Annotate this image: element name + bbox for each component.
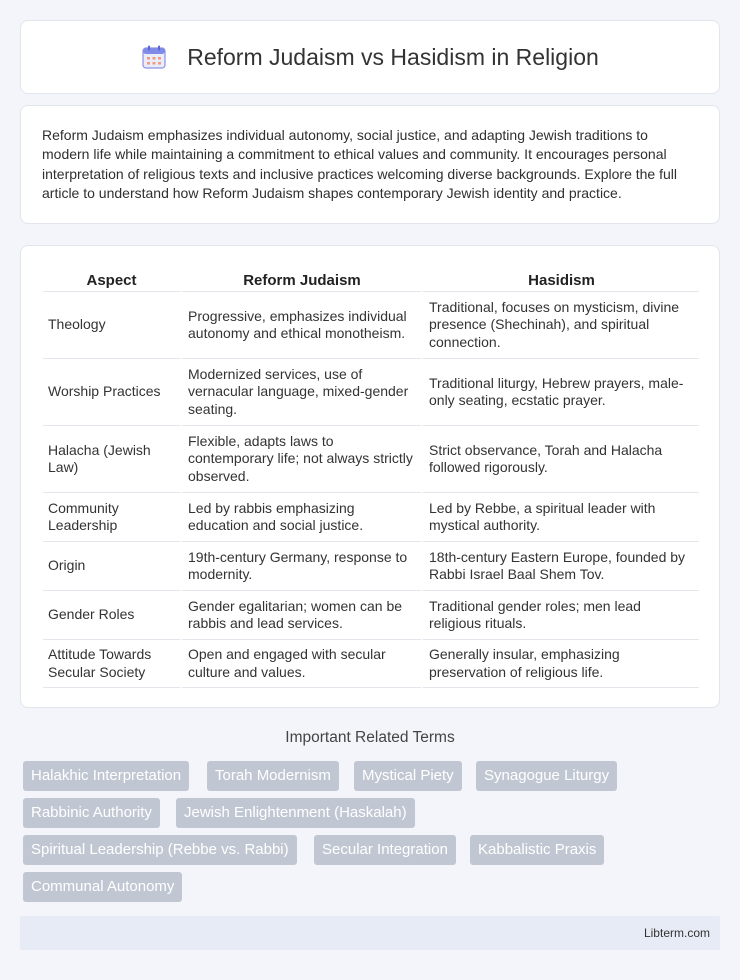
table-cell: Modernized services, use of vernacular language, mixed-gender seating. [180, 358, 421, 425]
column-header-hasidism: Hasidism [421, 266, 699, 291]
table-cell: Generally insular, emphasizing preservation of religious life. [421, 639, 699, 688]
table-cell: Community Leadership [43, 492, 180, 541]
related-term-tag[interactable]: Secular Integration [314, 835, 456, 865]
related-term-tag[interactable]: Communal Autonomy [23, 872, 182, 902]
calendar-icon [141, 44, 167, 70]
header-card [20, 20, 720, 94]
related-term-tag[interactable]: Spiritual Leadership (Rebbe vs. Rabbi) [23, 835, 297, 865]
comparison-table [43, 266, 699, 688]
related-term-tag[interactable]: Halakhic Interpretation [23, 761, 189, 791]
table-cell: Gender Roles [43, 590, 180, 639]
table-row [43, 639, 699, 688]
intro-text: Reform Judaism emphasizes individual autonomy, social justice, and adapting Jewish traditions to modern life while maintaining a commitment to ethical values and community. It encourages personal interpretation of religious texts and inclusive practices welcoming diverse backgrounds. Explore the full article to understand how Reform Judaism shapes contemporary Jewish identity and practice. [42, 127, 677, 201]
table-row [43, 590, 699, 639]
page-title: Reform Judaism vs Hasidism in Religion [187, 43, 599, 70]
column-header-reform: Reform Judaism [180, 266, 421, 291]
table-row [43, 358, 699, 425]
table-cell: 18th-century Eastern Europe, founded by Rabbi Israel Baal Shem Tov. [421, 541, 699, 590]
column-header-aspect: Aspect [86, 272, 137, 289]
footer-site-link[interactable]: Libterm.com [643, 926, 710, 940]
intro-card [20, 105, 720, 224]
related-term-tag[interactable]: Mystical Piety [354, 761, 462, 791]
related-term-tag[interactable]: Rabbinic Authority [23, 798, 160, 828]
table-cell: Worship Practices [43, 358, 180, 425]
table-cell: Traditional gender roles; men lead religious rituals. [421, 590, 699, 639]
table-cell: Strict observance, Torah and Halacha followed rigorously. [421, 425, 699, 492]
comparison-table-card [20, 245, 720, 708]
table-row [43, 492, 699, 541]
table-cell: Origin [43, 541, 180, 590]
table-cell: Attitude Towards Secular Society [43, 639, 180, 688]
table-cell: Progressive, emphasizes individual autonomy and ethical monotheism. [180, 291, 421, 358]
related-term-tag[interactable]: Kabbalistic Praxis [470, 835, 604, 865]
footer [20, 916, 720, 950]
related-term-tag[interactable]: Synagogue Liturgy [476, 761, 617, 791]
related-terms-title: Important Related Terms [285, 729, 455, 746]
table-cell: Theology [43, 291, 180, 358]
table-cell: Gender egalitarian; women can be rabbis and lead services. [180, 590, 421, 639]
table-row [43, 291, 699, 358]
related-term-tag[interactable]: Torah Modernism [207, 761, 339, 791]
table-cell: 19th-century Germany, response to modernity. [180, 541, 421, 590]
table-cell: Traditional liturgy, Hebrew prayers, male-only seating, ecstatic prayer. [421, 358, 699, 425]
table-cell: Open and engaged with secular culture and values. [180, 639, 421, 688]
table-row [43, 425, 699, 492]
related-term-tag[interactable]: Jewish Enlightenment (Haskalah) [176, 798, 415, 828]
table-cell: Led by rabbis emphasizing education and social justice. [180, 492, 421, 541]
table-cell: Led by Rebbe, a spiritual leader with mystical authority. [421, 492, 699, 541]
table-cell: Halacha (Jewish Law) [43, 425, 180, 492]
table-cell: Traditional, focuses on mysticism, divine presence (Shechinah), and spiritual connection. [421, 291, 699, 358]
table-cell: Flexible, adapts laws to contemporary life; not always strictly observed. [180, 425, 421, 492]
table-row [43, 541, 699, 590]
